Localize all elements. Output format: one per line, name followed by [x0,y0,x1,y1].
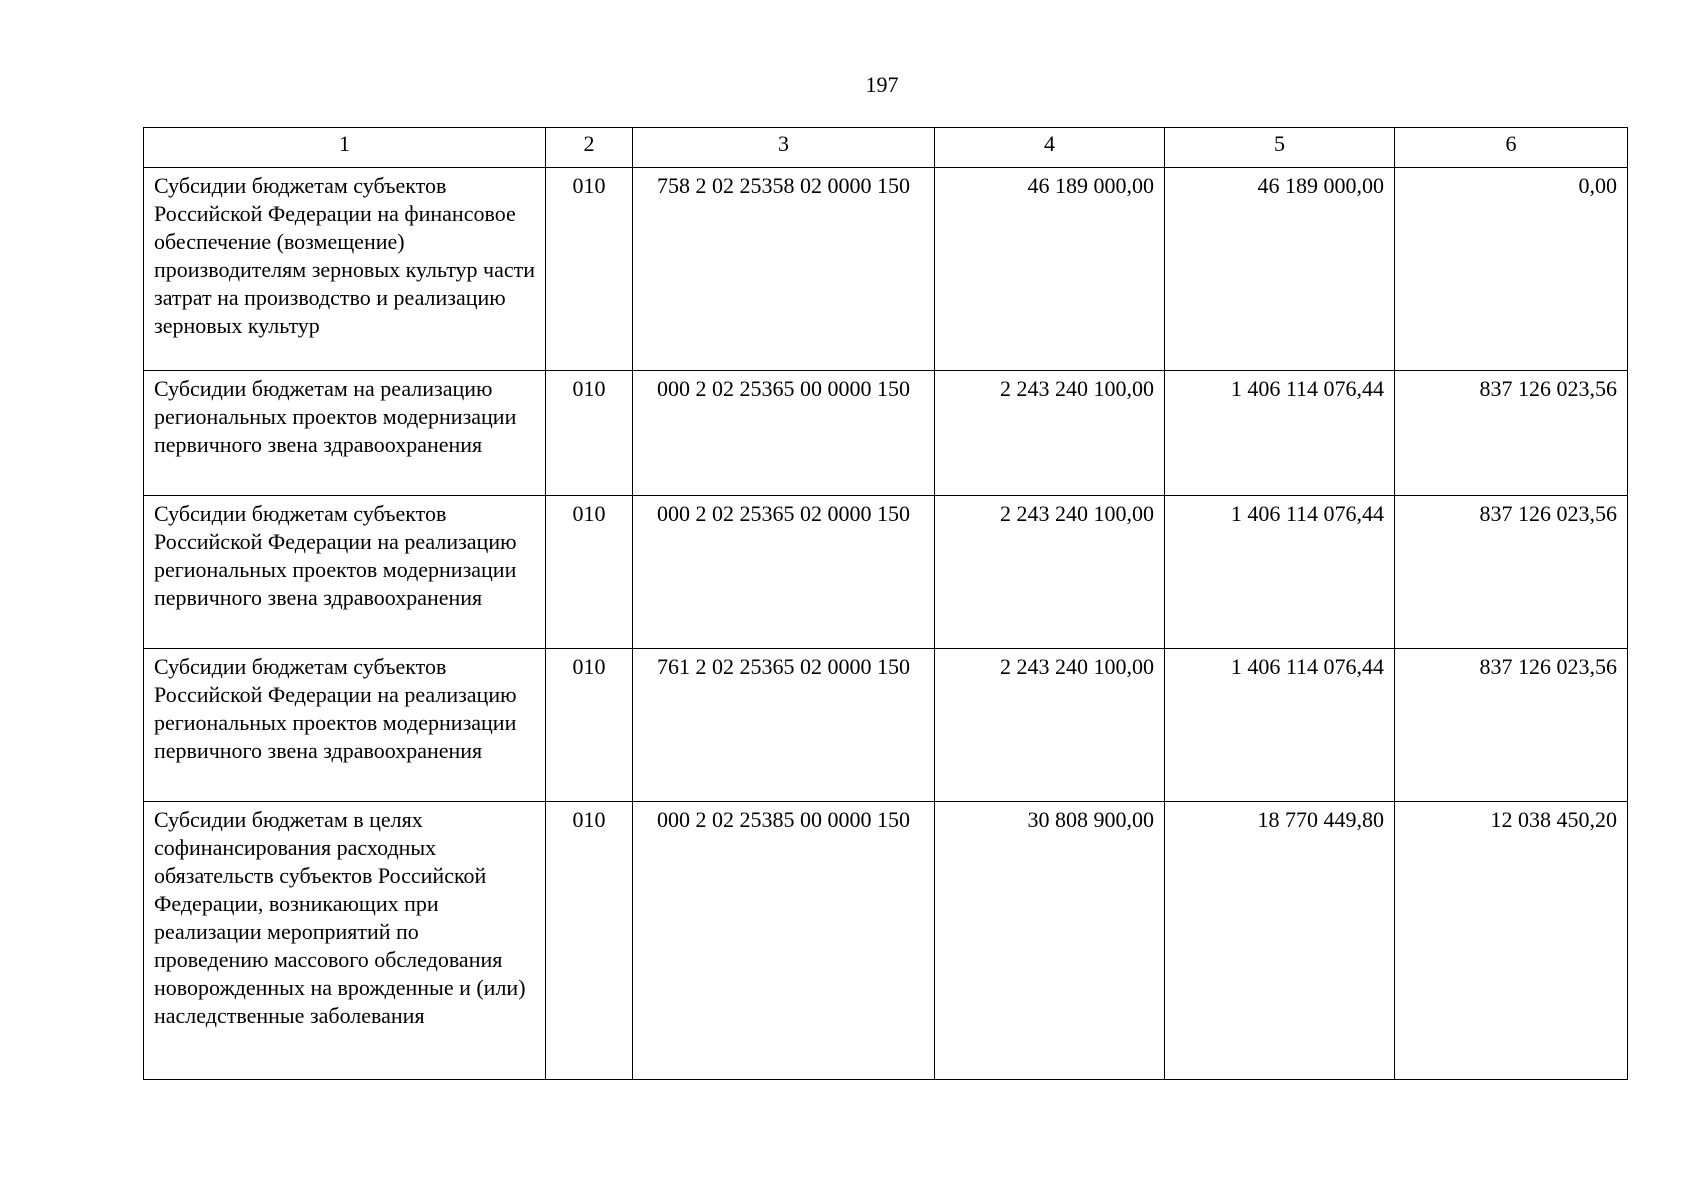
column-header-6: 6 [1395,128,1628,168]
row-approved: 2 243 240 100,00 [935,371,1165,496]
row-unexecuted: 837 126 023,56 [1395,496,1628,649]
row-name: Субсидии бюджетам на реализацию региональных проектов модернизации первичного звена здравоохранения [144,371,546,496]
column-header-1: 1 [144,128,546,168]
row-unexecuted: 837 126 023,56 [1395,649,1628,802]
header-row [144,128,1628,168]
page-number: 197 [865,72,899,97]
row-executed: 1 406 114 076,44 [1165,496,1395,649]
row-line-code: 010 [546,649,633,802]
row-budget-code: 758 2 02 25358 02 0000 150 [633,168,935,371]
row-name: Субсидии бюджетам субъектов Российской Федерации на реализацию региональных проектов модернизации первичного звена здравоохранения [144,649,546,802]
row-executed: 18 770 449,80 [1165,802,1395,1080]
column-header-3: 3 [633,128,935,168]
row-budget-code: 000 2 02 25365 00 0000 150 [633,371,935,496]
row-line-code: 010 [546,496,633,649]
row-approved: 30 808 900,00 [935,802,1165,1080]
row-name: Субсидии бюджетам в целях софинансирования расходных обязательств субъектов Российской Федерации, возникающих при реализации мероприятий по проведению массового обследования новорожденных на врожденные и (или) наследственные заболевания [144,802,546,1080]
row-budget-code: 000 2 02 25365 02 0000 150 [633,496,935,649]
row-name: Субсидии бюджетам субъектов Российской Федерации на реализацию региональных проектов модернизации первичного звена здравоохранения [144,496,546,649]
row-executed: 46 189 000,00 [1165,168,1395,371]
row-executed: 1 406 114 076,44 [1165,649,1395,802]
row-unexecuted: 0,00 [1395,168,1628,371]
row-line-code: 010 [546,168,633,371]
row-approved: 2 243 240 100,00 [935,496,1165,649]
row-line-code: 010 [546,802,633,1080]
row-executed: 1 406 114 076,44 [1165,371,1395,496]
row-name: Субсидии бюджетам субъектов Российской Федерации на финансовое обеспечение (возмещение) производителям зерновых культур части затрат на производство и реализацию зерновых культур [144,168,546,371]
row-budget-code: 761 2 02 25365 02 0000 150 [633,649,935,802]
row-unexecuted: 12 038 450,20 [1395,802,1628,1080]
row-approved: 46 189 000,00 [935,168,1165,371]
row-unexecuted: 837 126 023,56 [1395,371,1628,496]
column-header-2: 2 [546,128,633,168]
row-line-code: 010 [546,371,633,496]
table-row [144,496,1628,649]
table-row [144,168,1628,371]
column-header-4: 4 [935,128,1165,168]
row-budget-code: 000 2 02 25385 00 0000 150 [633,802,935,1080]
table-row [144,371,1628,496]
budget-table [143,127,1628,1080]
column-header-5: 5 [1165,128,1395,168]
table-row [144,802,1628,1080]
table-row [144,649,1628,802]
row-approved: 2 243 240 100,00 [935,649,1165,802]
